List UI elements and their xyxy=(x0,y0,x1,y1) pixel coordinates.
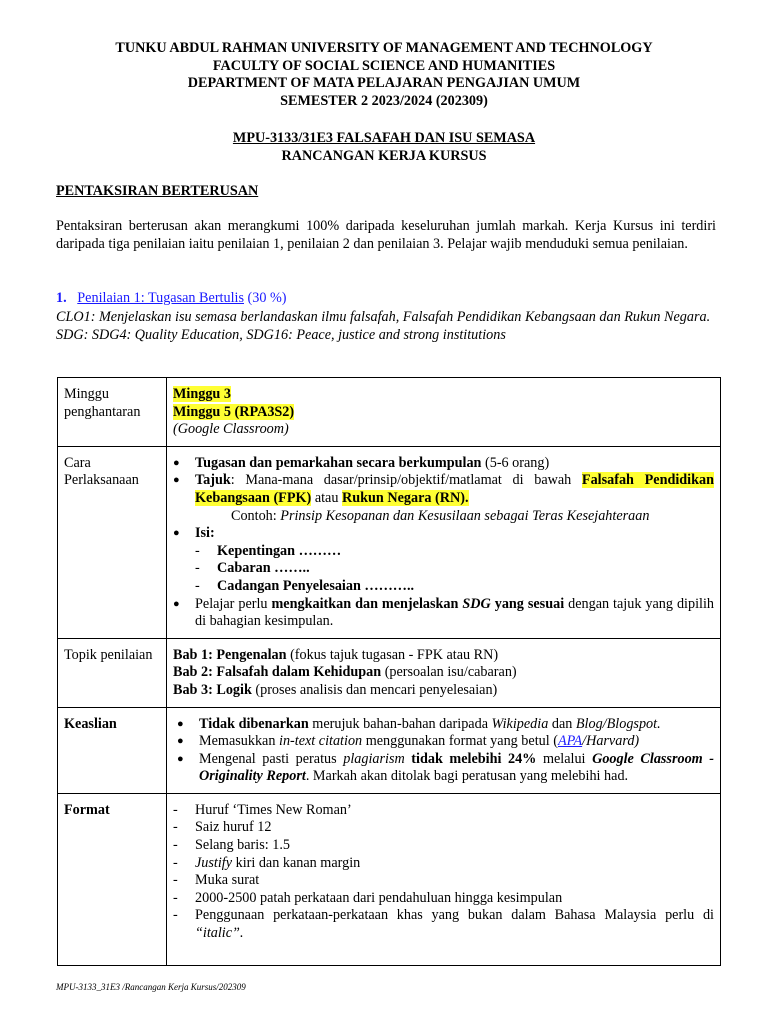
row-content xyxy=(167,446,721,638)
list-item: ● Isi: xyxy=(173,525,714,543)
row-label: Topik penilaian xyxy=(58,638,167,707)
penilaian-weight: (30 %) xyxy=(247,290,287,306)
apa-link[interactable]: APA xyxy=(557,733,583,750)
list-item: Bab 3: Logik (proses analisis dan mencari penyelesaian) xyxy=(173,681,498,698)
course-code-title: MPU-3133/31E3 FALSAFAH DAN ISU SEMASA xyxy=(232,130,536,146)
intro-paragraph: Pentaksiran berterusan akan merangkumi 100% daripada keseluruhan jumlah markah. Kerja Kursus ini terdiri daripada tiga penilaian iaitu penilaian 1, penilaian 2 dan penilaian 3. Pelajar wajib menduduki semua penilaian. xyxy=(56,218,716,252)
table-row-format xyxy=(58,793,721,965)
platform: (Google Classroom) xyxy=(173,421,289,438)
clo-text: CLO1: Menjelaskan isu semasa berlandaskan ilmu falsafah, Falsafah Pendidikan Kebangsaan dan Rukun Negara. xyxy=(56,308,711,325)
university-name: TUNKU ABDUL RAHMAN UNIVERSITY OF MANAGEMENT AND TECHNOLOGY xyxy=(115,40,653,56)
document-title: RANCANGAN KERJA KURSUS xyxy=(281,147,487,164)
table-row-topik xyxy=(58,638,721,707)
list-item: ● Mengenal pasti peratus plagiarism tidak melebihi 24% melalui Google Classroom - Originality Report. Markah akan ditolak bagi peratusan yang melebihi had. xyxy=(177,751,714,786)
page-footer: MPU-3133_31E3 /Rancangan Kerja Kursus/202309 xyxy=(56,982,246,992)
row-label: Format xyxy=(58,793,167,965)
sub-item: - Kepentingan ……… xyxy=(173,543,714,561)
list-item: Bab 1: Pengenalan (fokus tajuk tugasan - FPK atau RN) xyxy=(173,646,499,663)
penilaian-block xyxy=(56,289,718,345)
list-item: - 2000-2500 patah perkataan dari pendahuluan hingga kesimpulan xyxy=(173,890,714,908)
list-item: - Justify kiri dan kanan margin xyxy=(173,855,714,873)
table-row-keaslian xyxy=(58,707,721,793)
list-item: ● Memasukkan in-text citation menggunakan format yang betul (APA/Harvard) xyxy=(177,733,714,751)
list-item: - Huruf ‘Times New Roman’ xyxy=(173,802,714,820)
list-item: Bab 2: Falsafah dalam Kehidupan (persoalan isu/cabaran) xyxy=(173,664,517,681)
course-title-block xyxy=(0,130,768,165)
sub-item: - Cadangan Penyelesaian ……….. xyxy=(173,578,714,596)
example-line: Contoh: Prinsip Kesopanan dan Kesusilaan sebagai Teras Kesejahteraan xyxy=(231,507,650,524)
table-row-minggu xyxy=(58,378,721,447)
penilaian-heading xyxy=(56,289,718,308)
list-item: - Muka surat xyxy=(173,872,714,890)
row-content xyxy=(167,638,721,707)
faculty-name: FACULTY OF SOCIAL SCIENCE AND HUMANITIES xyxy=(212,57,556,74)
list-item: ● Tidak dibenarkan merujuk bahan-bahan daripada Wikipedia dan Blog/Blogspot. xyxy=(177,716,714,734)
section-title: PENTAKSIRAN BERTERUSAN xyxy=(56,183,259,199)
list-item: ● Tajuk: Mana-mana dasar/prinsip/objektif/matlamat di bawah Falsafah Pendidikan Kebangsaan (FPK) atau Rukun Negara (RN). xyxy=(173,472,714,507)
list-item: ● Pelajar perlu mengkaitkan dan menjelaskan SDG yang sesuai dengan tajuk yang dipilih di bahagian kesimpulan. xyxy=(173,596,714,631)
sub-item: - Cabaran …….. xyxy=(173,560,714,578)
penilaian-number: 1. xyxy=(56,290,67,306)
sdg-text: SDG: SDG4: Quality Education, SDG16: Peace, justice and strong institutions xyxy=(56,327,506,343)
row-label: Keaslian xyxy=(58,707,167,793)
list-item: ● Tugasan dan pemarkahan secara berkumpulan (5-6 orang) xyxy=(173,455,714,473)
week-2: Minggu 5 (RPA3S2) xyxy=(173,403,295,420)
list-item: - Saiz huruf 12 xyxy=(173,819,714,837)
week-1: Minggu 3 xyxy=(173,386,231,402)
semester: SEMESTER 2 2023/2024 (202309) xyxy=(280,93,488,110)
row-content xyxy=(167,707,721,793)
row-content xyxy=(167,793,721,965)
row-content xyxy=(167,378,721,447)
row-label: Minggu penghantaran xyxy=(58,378,167,447)
list-item: - Penggunaan perkataan-perkataan khas yang bukan dalam Bahasa Malaysia perlu di “italic”. xyxy=(173,907,714,942)
penilaian-title: Penilaian 1: Tugasan Bertulis xyxy=(77,290,244,306)
list-item: - Selang baris: 1.5 xyxy=(173,837,714,855)
assessment-table xyxy=(57,377,721,966)
document-header xyxy=(0,40,768,111)
row-label: Cara Perlaksanaan xyxy=(58,446,167,638)
table-row-cara xyxy=(58,446,721,638)
department-name: DEPARTMENT OF MATA PELAJARAN PENGAJIAN UMUM xyxy=(187,75,581,92)
